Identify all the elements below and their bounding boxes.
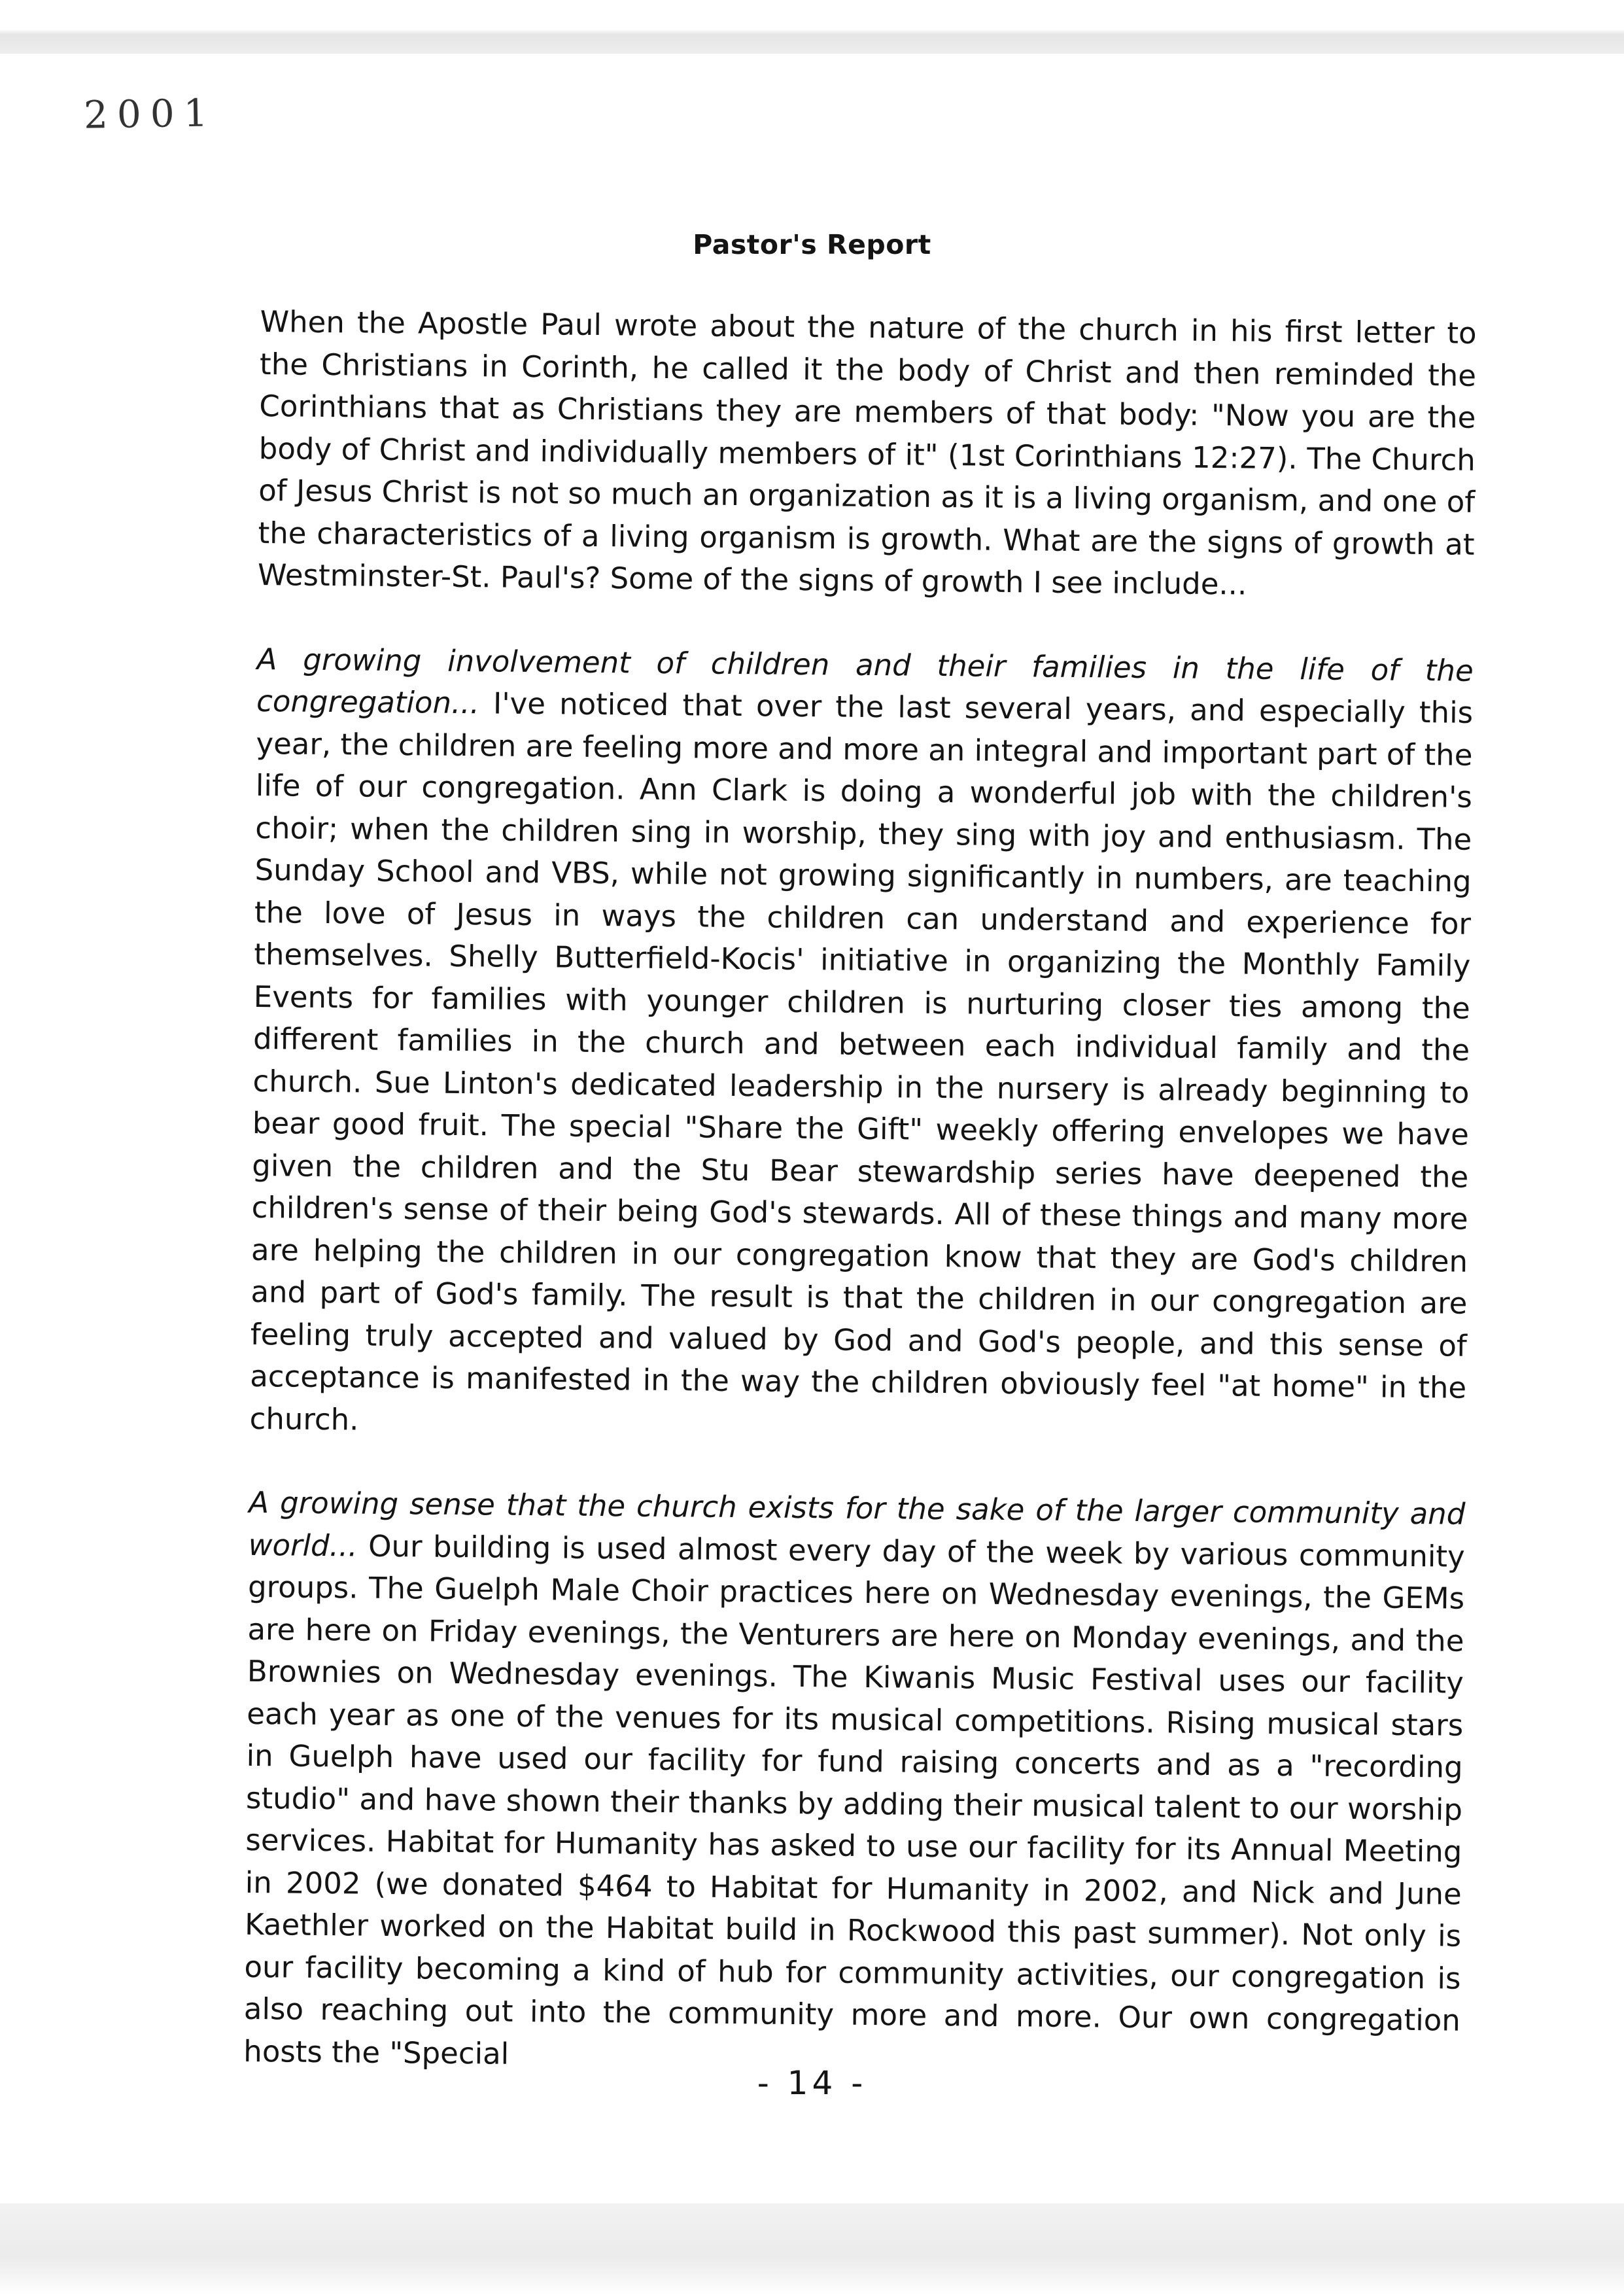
paragraph-lead: A growing involvement of children and their families in the life of the congregation... [256, 641, 1474, 721]
paragraph-body: When the Apostle Paul wrote about the nature of the church in his first letter to the Christians in Corinth, he called it the body of Christ and then reminded the Corinthians that as Christians they are members of that body: "Now you are the body of Christ and individually members of it" (1st Corinthians 12:27). The Church of Jesus Christ is not so much an organization as it is a living organism, and one of the characteristics of a living organism is growth. What are the signs of growth at Westminster-St. Paul's? Some of the signs of growth I see include... [257, 304, 1477, 602]
scan-edge-bottom [0, 2203, 1624, 2295]
scan-edge-top [0, 0, 1624, 54]
paragraph-body: Our building is used almost every day of the week by various community groups. The Guelph Male Choir practices here on Wednesday evenings, the GEMs are here on Friday evenings, the Venturers are here on Monday evenings, and the Brownies on Wednesday evenings. The Kiwanis Music Festival uses our facility each year as one of the venues for its musical competitions. Rising musical stars in Guelph have used our facility for fund raising concerts and as a "recording studio" and have shown their thanks by adding their musical talent to our worship services. Habitat for Humanity has asked to use our facility for its Annual Meeting in 2002 (we donated $464 to Habitat for Humanity in 2002, and Nick and June Kaethler worked on the Habitat build in Rockwood this past summer). Not only is our facility becoming a kind of hub for community activities, our congregation is also reaching out into the community more and more. Our own congregation hosts the "Special [243, 1528, 1465, 2071]
paragraph-children [249, 638, 1474, 1451]
paragraph-lead: A growing sense that the church exists for the sake of the larger community and world... [248, 1484, 1466, 1564]
paragraph-body: I've noticed that over the last several years, and especially this year, the children are feeling more and more an integral and important part of the life of our congregation. Ann Clark is doing a wonderful job with the children's choir; when the children sing in worship, they sing with joy and enthusiasm. The Sunday School and VBS, while not growing significantly in numbers, are teaching the love of Jesus in ways the children can understand and experience for themselves. Shelly Butterfield-Kocis' initiative in organizing the Monthly Family Events for families with younger children is nurturing closer ties among the different families in the church and between each individual family and the church. Sue Linton's dedicated leadership in the nursery is already beginning to bear good fruit. The special "Share the Gift" weekly offering envelopes we have given the children and the Stu Bear stewardship series have deepened the children's sense of their being God's stewards. All of these things and many more are helping the children in our congregation know that they are God's children and part of God's family. The result is that the children in our congregation are feeling truly accepted and valued by God and God's people, and this sense of acceptance is manifested in the way the children obviously feel "at home" in the church. [249, 686, 1474, 1437]
page-number: - 14 - [757, 2064, 867, 2102]
paragraph-intro [258, 301, 1477, 608]
page-title: Pastor's Report [693, 229, 931, 260]
handwritten-year-note: 2001 [83, 90, 218, 137]
report-body [243, 301, 1477, 2084]
paragraph-community [243, 1482, 1466, 2084]
